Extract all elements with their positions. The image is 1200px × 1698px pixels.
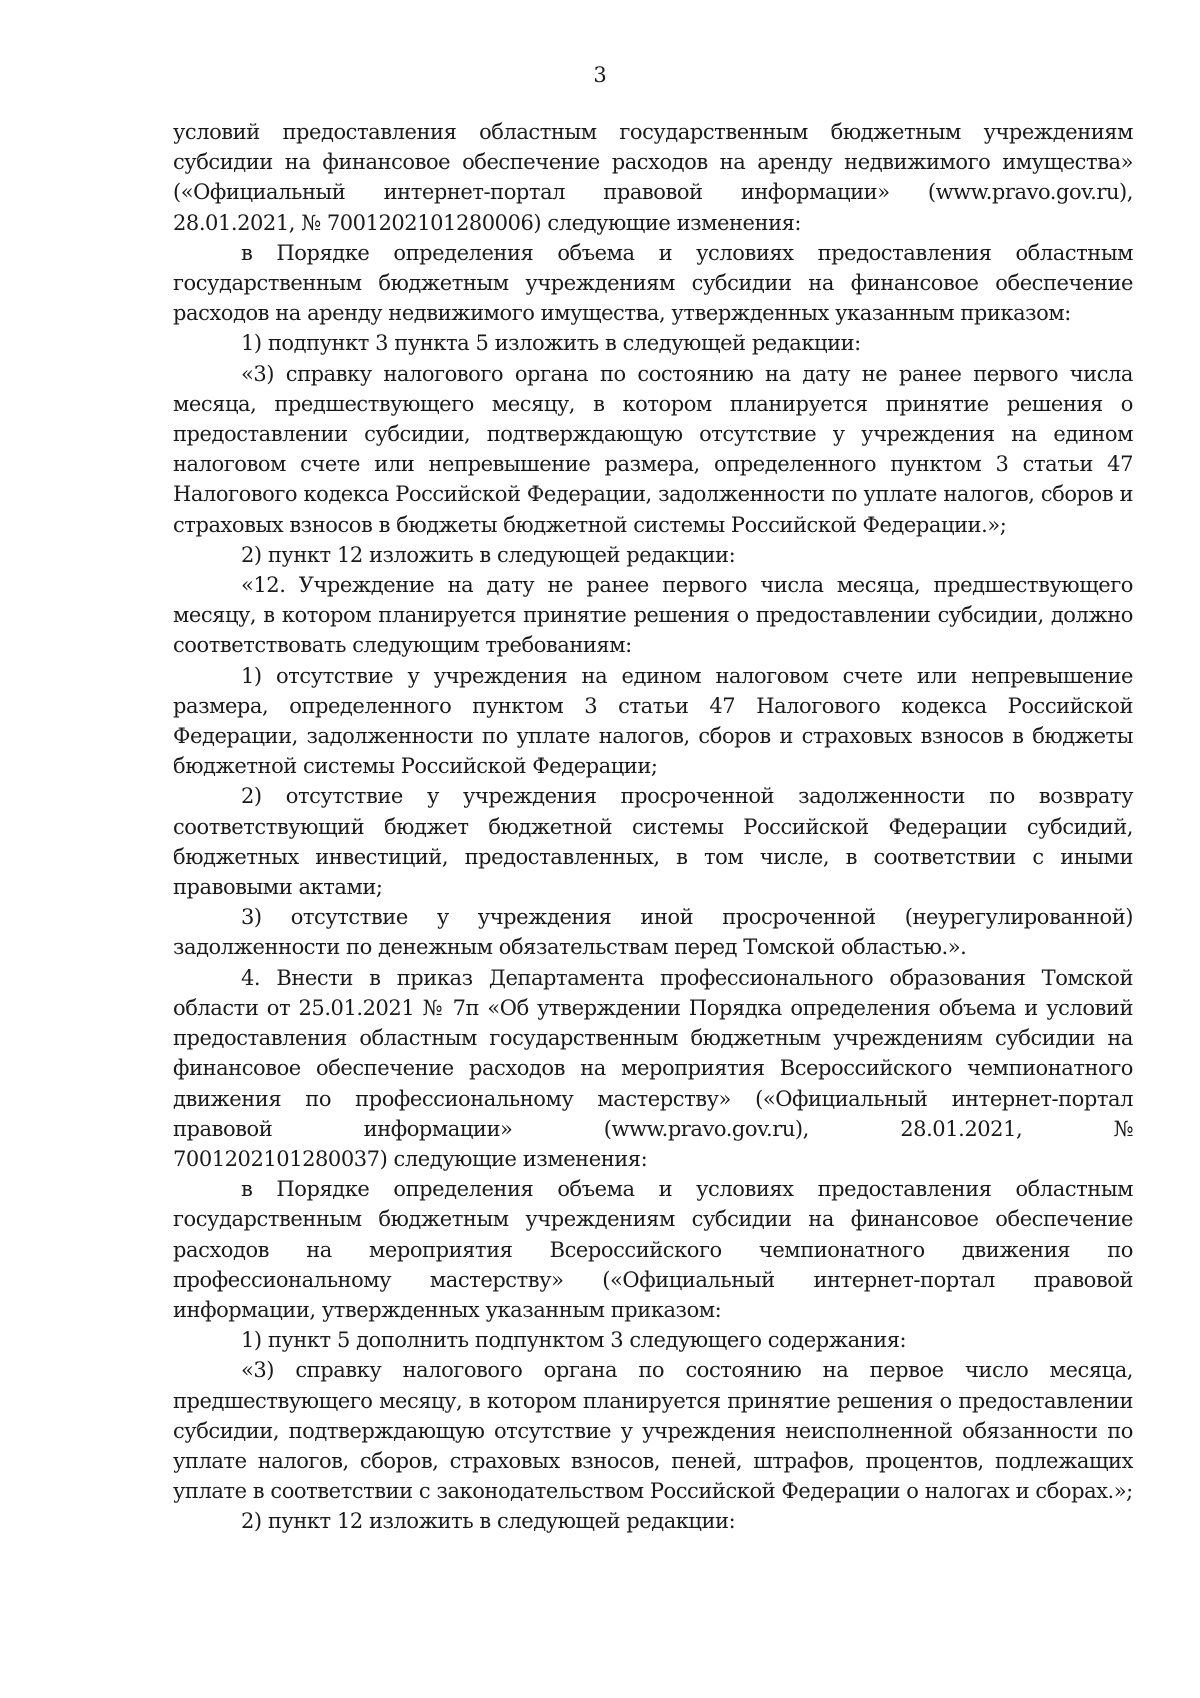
- paragraph-3: 1) подпункт 3 пункта 5 изложить в следующей редакции:: [241, 331, 861, 356]
- paragraph-12: в Порядке определения объема и условиях предоставления областным государственным бюджетным учреждениям субсидии на финансовое обеспечение расходов на мероприятия Всероссийского чемпионатного движения по профессиональному мастерству» («Официальный интернет-портал правовой информации, утвержденных указанным приказом:: [173, 1177, 1133, 1322]
- paragraph-2: в Порядке определения объема и условиях предоставления областным государственным бюджетным учреждениям субсидии на финансовое обеспечение расходов на аренду недвижимого имущества, утвержденных указанным приказом:: [173, 240, 1133, 326]
- paragraph-15: 2) пункт 12 изложить в следующей редакции:: [241, 1509, 736, 1534]
- document-body: [173, 117, 1133, 1537]
- paragraph-5: 2) пункт 12 изложить в следующей редакции:: [241, 542, 736, 567]
- page-number: 3: [593, 63, 607, 87]
- paragraph-14: «3) справку налогового органа по состоянию на первое число месяца, предшествующего месяцу, в котором планируется принятие решения о предоставлении субсидии, подтверждающую отсутствие у учреждения неисполненной обязанности по уплате налогов, сборов, страховых взносов, пеней, штрафов, процентов, подлежащих уплате в соответствии с законодательством Российской Федерации о налогах и сборах.»;: [173, 1358, 1133, 1504]
- paragraph-13: 1) пункт 5 дополнить подпунктом 3 следующего содержания:: [241, 1328, 907, 1353]
- paragraph-8: 2) отсутствие у учреждения просроченной задолженности по возврату соответствующий бюджет бюджетной системы Российской Федерации субсидий, бюджетных инвестиций, предоставленных, в том числе, в соответствии с иными правовыми актами;: [173, 784, 1133, 900]
- paragraph-7: 1) отсутствие у учреждения на едином налоговом счете или непревышение размера, определенного пунктом 3 статьи 47 Налогового кодекса Российской Федерации, задолженности по уплате налогов, сборов и страховых взносов в бюджеты бюджетной системы Российской Федерации;: [173, 663, 1133, 779]
- paragraph-6: «12. Учреждение на дату не ранее первого числа месяца, предшествующего месяцу, в котором планируется принятие решения о предоставлении субсидии, должно соответствовать следующим требованиям:: [173, 573, 1133, 658]
- paragraph-1: условий предоставления областным государственным бюджетным учреждениям субсидии на финансовое обеспечение расходов на аренду недвижимого имущества» («Официальный интернет-портал правовой информации» (www.pravo.gov.ru), 28.01.2021, № 7001202101280006) следующие изменения:: [173, 120, 1133, 235]
- paragraph-10: 4. Внести в приказ Департамента профессионального образования Томской области от 25.01.2021 № 7п «Об утверждении Порядка определения объема и условий предоставления областным государственным бюджетным учреждениям субсидии на финансовое обеспечение расходов на мероприятия Всероссийского чемпионатного движения по профессиональному мастерству» («Официальный интернет-портал правовой информации» (www.pravo.gov.ru), 28.01.2021, №: [173, 965, 1133, 1141]
- paragraph-9: 3) отсутствие у учреждения иной просроченной (неурегулированной) задолженности по денежным обязательствам перед Томской областью.».: [173, 905, 1133, 960]
- paragraph-11: 7001202101280037) следующие изменения:: [173, 1146, 648, 1171]
- paragraph-4: «3) справку налогового органа по состоянию на дату не ранее первого числа месяца, предшествующего месяцу, в котором планируется принятие решения о предоставлении субсидии, подтверждающую отсутствие у учреждения на едином налоговом счете или непревышение размера, определенного пунктом 3 статьи 47 Налогового кодекса Российской Федерации, задолженности по уплате налогов, сборов и страховых взносов в бюджеты бюджетной системы Российской Федерации.»;: [173, 361, 1133, 537]
